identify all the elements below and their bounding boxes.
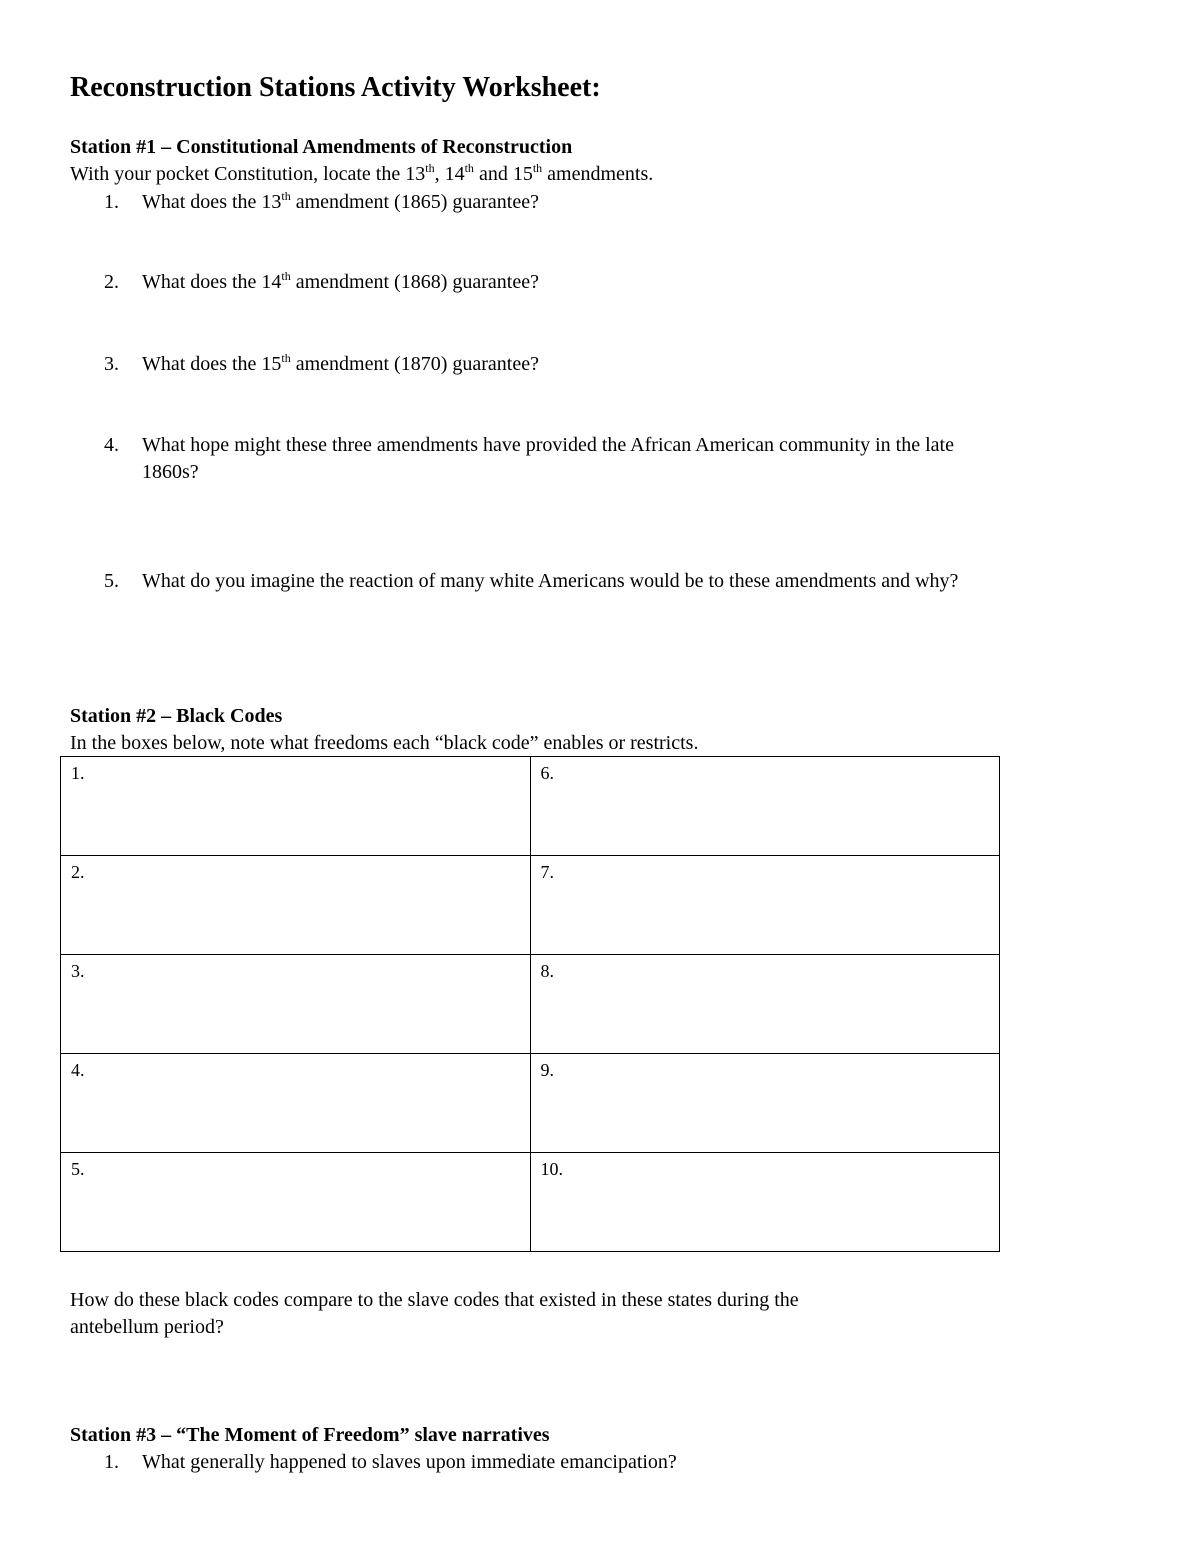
intro-sup-15: th (532, 161, 543, 175)
station-3-heading: Station #3 – “The Moment of Freedom” slave narratives (70, 1424, 550, 1446)
code-box[interactable]: 2. (61, 856, 531, 955)
station-1-heading: Station #1 – Constitutional Amendments of Reconstruction (70, 136, 573, 158)
intro-text-c: and 15 (473, 163, 533, 185)
code-box[interactable]: 9. (530, 1054, 1000, 1153)
code-box[interactable]: 5. (61, 1153, 531, 1252)
question-text: What does the 13 (142, 191, 282, 213)
table-row (61, 955, 1000, 1054)
page-title: Reconstruction Stations Activity Worksheet: (70, 72, 601, 103)
question-text: amendment (1870) guarantee? (290, 353, 539, 375)
question-number: 4. (104, 434, 119, 456)
question-1 (142, 191, 539, 214)
code-box[interactable]: 8. (530, 955, 1000, 1054)
question-5: What do you imagine the reaction of many white Americans would be to these amendments and why? (142, 570, 959, 592)
table-row (61, 757, 1000, 856)
question-4-line-1: What hope might these three amendments have provided the African American community in the late (142, 434, 954, 456)
intro-text-b: , 14 (434, 163, 465, 185)
code-box[interactable]: 3. (61, 955, 531, 1054)
question-text: What does the 14 (142, 271, 282, 293)
intro-sup-13: th (425, 161, 435, 175)
question-sup: th (281, 189, 291, 203)
question-3 (142, 353, 539, 376)
station-3-question-1: What generally happened to slaves upon immediate emancipation? (142, 1451, 677, 1473)
question-number: 1. (104, 1451, 119, 1473)
intro-text-d: amendments. (542, 163, 654, 185)
black-codes-table (60, 756, 1000, 1252)
question-number: 5. (104, 570, 119, 592)
code-box[interactable]: 6. (530, 757, 1000, 856)
compare-question-line-2: antebellum period? (70, 1316, 224, 1338)
intro-sup-14: th (464, 161, 474, 175)
station-2-intro: In the boxes below, note what freedoms each “black code” enables or restricts. (70, 732, 699, 754)
code-box[interactable]: 4. (61, 1054, 531, 1153)
compare-question-line-1: How do these black codes compare to the slave codes that existed in these states during the (70, 1289, 799, 1311)
station-2-heading: Station #2 – Black Codes (70, 705, 283, 727)
question-sup: th (281, 351, 291, 365)
station-1-intro (70, 163, 653, 186)
code-box[interactable]: 1. (61, 757, 531, 856)
question-text: What does the 15 (142, 353, 282, 375)
question-2 (142, 271, 539, 294)
table-row (61, 1054, 1000, 1153)
table-row (61, 1153, 1000, 1252)
question-number: 3. (104, 353, 119, 375)
question-text: amendment (1868) guarantee? (290, 271, 539, 293)
table-row (61, 856, 1000, 955)
intro-text-a: With your pocket Constitution, locate the 13 (70, 163, 426, 185)
code-box[interactable]: 7. (530, 856, 1000, 955)
question-text: amendment (1865) guarantee? (290, 191, 539, 213)
question-4-line-2: 1860s? (142, 461, 199, 483)
question-sup: th (281, 269, 291, 283)
question-number: 2. (104, 271, 119, 293)
question-number: 1. (104, 191, 119, 213)
code-box[interactable]: 10. (530, 1153, 1000, 1252)
